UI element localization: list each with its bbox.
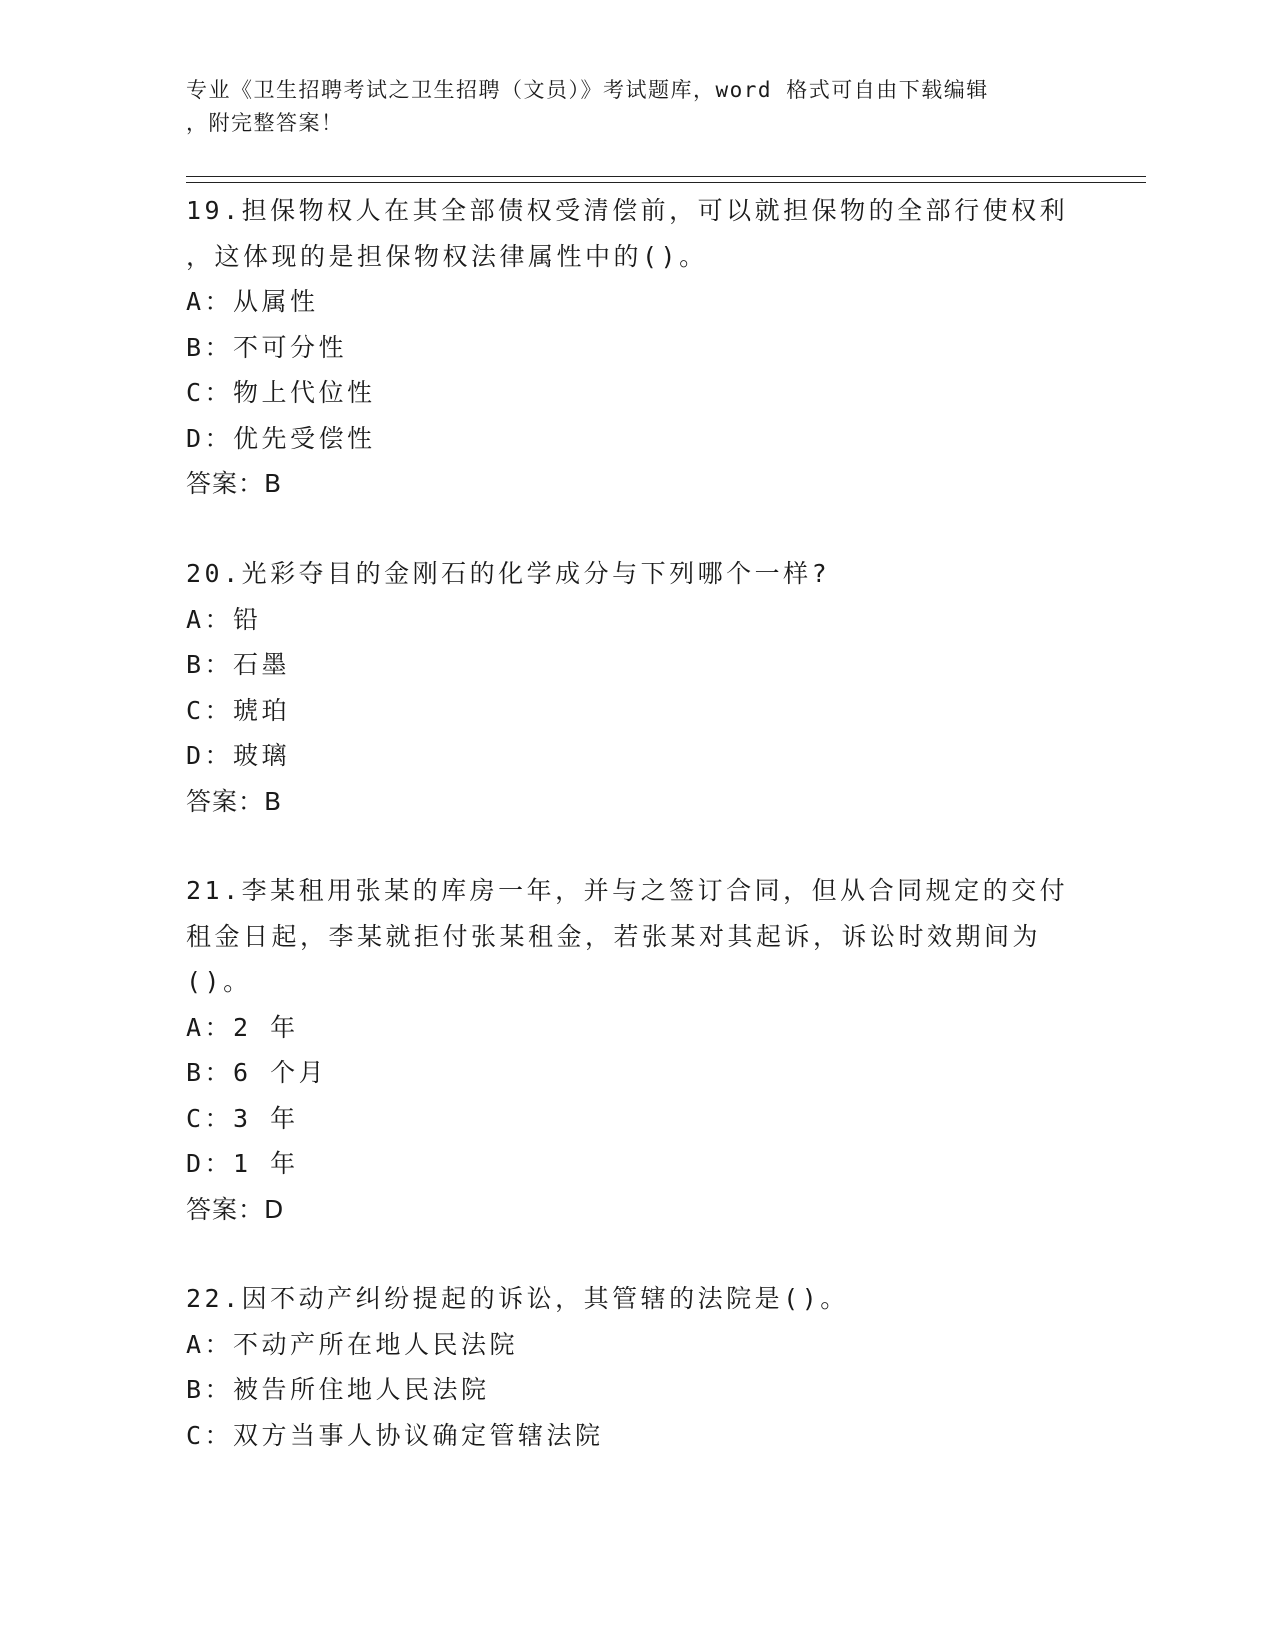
option-a: A：不动产所在地人民法院: [186, 1329, 519, 1359]
option-a: A：铅: [186, 604, 262, 634]
question-stem-line: ()。: [186, 967, 252, 996]
header-rule-top: [186, 176, 1146, 177]
option-c: C：双方当事人协议确定管辖法院: [186, 1420, 604, 1450]
option-c: C：物上代位性: [186, 378, 376, 407]
option-d: D：优先受偿性: [186, 423, 376, 453]
question-22: [186, 1276, 1086, 1458]
question-stem-line: ，这体现的是担保物权法律属性中的()。: [186, 241, 708, 271]
answer-line: 答案：B: [186, 469, 283, 498]
option-c: C：3 年: [186, 1103, 299, 1133]
option-c: C：琥珀: [186, 695, 291, 725]
option-b: B：不可分性: [186, 332, 348, 362]
option-d: D：玻璃: [186, 741, 291, 770]
question-stem-line: 20.光彩夺目的金刚石的化学成分与下列哪个一样?: [186, 559, 831, 588]
question-stem-line: 21.李某租用张某的库房一年，并与之签订合同，但从合同规定的交付: [186, 876, 1069, 905]
header-line-1: 专业《卫生招聘考试之卫生招聘（文员）》考试题库，word 格式可自由下载编辑: [186, 78, 989, 102]
option-b: B：被告所住地人民法院: [186, 1375, 490, 1404]
option-b: B：6 个月: [186, 1058, 328, 1087]
question-stem-line: 19.担保物权人在其全部债权受清偿前，可以就担保物的全部行使权利: [186, 196, 1069, 225]
option-b: B：石墨: [186, 650, 291, 679]
option-a: A：2 年: [186, 1012, 299, 1042]
document-header: [186, 74, 1066, 140]
question-21: [186, 868, 1086, 1232]
question-19: [186, 188, 1086, 507]
option-d: D：1 年: [186, 1149, 299, 1178]
header-line-2: ，附完整答案！: [186, 111, 344, 135]
option-a: A：从属性: [186, 287, 319, 316]
answer-line: 答案：B: [186, 786, 283, 816]
question-20: [186, 551, 1086, 824]
header-rule-bottom: [186, 182, 1146, 183]
question-stem-line: 租金日起，李某就拒付张某租金，若张某对其起诉，诉讼时效期间为: [186, 921, 1042, 951]
answer-line: 答案：D: [186, 1194, 285, 1224]
question-stem-line: 22.因不动产纠纷提起的诉讼，其管辖的法院是()。: [186, 1284, 849, 1313]
